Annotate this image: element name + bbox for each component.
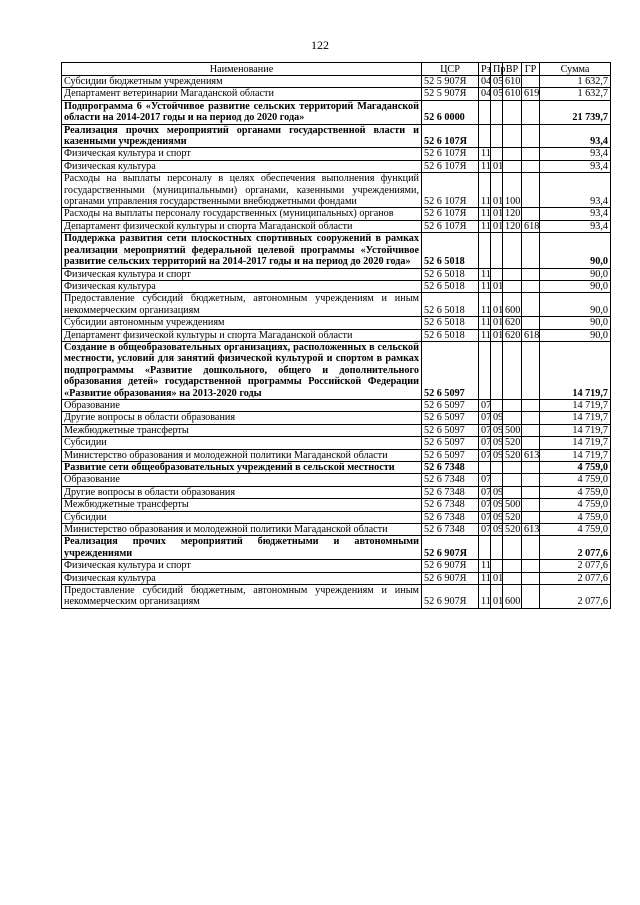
cell-name: Субсидии автономным учреждениям	[62, 317, 422, 329]
cell-name: Поддержка развития сети плоскостных спортивных сооружений в рамках реализации мероприятий федеральной целевой программы «Устойчивое развитие сельских территорий на 2014-2017 годы и на период до 2020 года»	[62, 233, 422, 268]
cell-rz	[479, 462, 491, 474]
cell-pr	[491, 341, 503, 399]
table-row	[62, 220, 611, 232]
cell-csr: 52 6 5018	[422, 280, 479, 292]
header-sum: Сумма	[540, 63, 611, 76]
cell-csr: 52 6 5097	[422, 424, 479, 436]
cell-vr: 600	[503, 293, 522, 317]
cell-vr	[503, 268, 522, 280]
cell-vr: 520	[503, 437, 522, 449]
cell-sum: 93,4	[540, 173, 611, 208]
cell-csr: 52 6 107Я	[422, 208, 479, 220]
cell-rz: 11	[479, 293, 491, 317]
cell-sum: 90,0	[540, 293, 611, 317]
cell-name: Подпрограмма 6 «Устойчивое развитие сельских территорий Магаданской области на 2014-2017 годы и на период до 2020 года»	[62, 100, 422, 124]
table-row	[62, 124, 611, 148]
cell-rz	[479, 124, 491, 148]
cell-vr	[503, 399, 522, 411]
cell-gr: 618	[522, 329, 540, 341]
cell-vr	[503, 486, 522, 498]
cell-pr: 05	[491, 76, 503, 88]
cell-csr: 52 6 7348	[422, 462, 479, 474]
cell-gr: 613	[522, 524, 540, 536]
cell-rz: 11	[479, 280, 491, 292]
cell-rz: 07	[479, 474, 491, 486]
table-row	[62, 524, 611, 536]
cell-vr: 120	[503, 208, 522, 220]
table-row	[62, 160, 611, 172]
header-gr: ГР	[522, 63, 540, 76]
cell-pr: 09	[491, 424, 503, 436]
cell-pr: 01	[491, 572, 503, 584]
cell-name: Межбюджетные трансферты	[62, 499, 422, 511]
cell-name: Реализация прочих мероприятий бюджетными и автономными учреждениями	[62, 536, 422, 560]
cell-pr: 09	[491, 524, 503, 536]
cell-name: Департамент физической культуры и спорта Магаданской области	[62, 220, 422, 232]
cell-sum: 4 759,0	[540, 511, 611, 523]
cell-gr	[522, 160, 540, 172]
cell-rz: 11	[479, 572, 491, 584]
cell-sum: 14 719,7	[540, 424, 611, 436]
cell-pr	[491, 268, 503, 280]
cell-pr: 09	[491, 511, 503, 523]
cell-vr: 100	[503, 173, 522, 208]
cell-gr: 613	[522, 449, 540, 461]
cell-pr	[491, 536, 503, 560]
cell-sum: 21 739,7	[540, 100, 611, 124]
cell-rz	[479, 100, 491, 124]
cell-gr	[522, 233, 540, 268]
cell-sum: 93,4	[540, 160, 611, 172]
cell-vr: 610	[503, 76, 522, 88]
cell-pr: 09	[491, 486, 503, 498]
table-row	[62, 148, 611, 160]
cell-sum: 14 719,7	[540, 341, 611, 399]
cell-pr: 01	[491, 160, 503, 172]
cell-pr: 01	[491, 220, 503, 232]
cell-vr	[503, 560, 522, 572]
cell-rz: 07	[479, 486, 491, 498]
cell-sum: 14 719,7	[540, 399, 611, 411]
table-row	[62, 280, 611, 292]
cell-rz: 07	[479, 499, 491, 511]
cell-sum: 90,0	[540, 233, 611, 268]
cell-csr: 52 6 5097	[422, 437, 479, 449]
cell-gr	[522, 341, 540, 399]
cell-name: Реализация прочих мероприятий органами государственной власти и казенными учреждениями	[62, 124, 422, 148]
cell-pr: 01	[491, 317, 503, 329]
cell-vr	[503, 233, 522, 268]
cell-rz: 11	[479, 220, 491, 232]
cell-csr: 52 6 5097	[422, 412, 479, 424]
cell-sum: 1 632,7	[540, 76, 611, 88]
cell-vr: 120	[503, 220, 522, 232]
table-row	[62, 474, 611, 486]
cell-vr	[503, 412, 522, 424]
cell-pr: 05	[491, 88, 503, 100]
cell-pr: 01	[491, 280, 503, 292]
cell-sum: 93,4	[540, 148, 611, 160]
cell-gr	[522, 560, 540, 572]
cell-vr: 520	[503, 511, 522, 523]
cell-sum: 90,0	[540, 268, 611, 280]
cell-gr	[522, 511, 540, 523]
cell-gr: 619	[522, 88, 540, 100]
cell-csr: 52 5 907Я	[422, 88, 479, 100]
cell-csr: 52 6 0000	[422, 100, 479, 124]
cell-sum: 14 719,7	[540, 449, 611, 461]
cell-csr: 52 6 5018	[422, 293, 479, 317]
budget-table	[61, 62, 611, 609]
cell-csr: 52 6 7348	[422, 511, 479, 523]
cell-csr: 52 6 5018	[422, 317, 479, 329]
cell-gr	[522, 148, 540, 160]
page-number: 122	[311, 38, 329, 52]
cell-sum: 2 077,6	[540, 585, 611, 609]
table-row	[62, 437, 611, 449]
table-row	[62, 449, 611, 461]
cell-vr: 520	[503, 524, 522, 536]
cell-pr	[491, 560, 503, 572]
table-row	[62, 173, 611, 208]
cell-name: Департамент ветеринарии Магаданской области	[62, 88, 422, 100]
cell-csr: 52 6 907Я	[422, 572, 479, 584]
cell-pr	[491, 399, 503, 411]
cell-pr: 01	[491, 293, 503, 317]
cell-vr	[503, 280, 522, 292]
cell-sum: 4 759,0	[540, 462, 611, 474]
cell-vr: 500	[503, 499, 522, 511]
cell-csr: 52 6 7348	[422, 499, 479, 511]
cell-pr	[491, 148, 503, 160]
cell-rz: 11	[479, 585, 491, 609]
cell-gr	[522, 486, 540, 498]
cell-rz: 11	[479, 560, 491, 572]
cell-name: Физическая культура и спорт	[62, 268, 422, 280]
cell-csr: 52 6 5097	[422, 341, 479, 399]
cell-pr	[491, 100, 503, 124]
cell-pr	[491, 124, 503, 148]
table-row	[62, 560, 611, 572]
cell-vr: 620	[503, 329, 522, 341]
table-row	[62, 536, 611, 560]
cell-gr	[522, 268, 540, 280]
table-row	[62, 499, 611, 511]
cell-vr	[503, 572, 522, 584]
cell-gr	[522, 474, 540, 486]
cell-pr: 09	[491, 449, 503, 461]
cell-name: Образование	[62, 474, 422, 486]
cell-rz	[479, 233, 491, 268]
cell-sum: 93,4	[540, 124, 611, 148]
cell-csr: 52 6 5097	[422, 399, 479, 411]
cell-csr: 52 6 5018	[422, 329, 479, 341]
cell-rz: 11	[479, 329, 491, 341]
cell-name: Министерство образования и молодежной политики Магаданской области	[62, 524, 422, 536]
table-row	[62, 268, 611, 280]
cell-csr: 52 6 5018	[422, 268, 479, 280]
cell-vr: 610	[503, 88, 522, 100]
cell-rz: 07	[479, 412, 491, 424]
cell-pr: 01	[491, 208, 503, 220]
cell-vr	[503, 100, 522, 124]
cell-sum: 1 632,7	[540, 88, 611, 100]
cell-rz: 11	[479, 160, 491, 172]
cell-gr	[522, 437, 540, 449]
cell-csr: 52 6 7348	[422, 524, 479, 536]
cell-name: Предоставление субсидий бюджетным, автономным учреждениям и иным некоммерческим организациям	[62, 585, 422, 609]
cell-csr: 52 5 907Я	[422, 76, 479, 88]
cell-csr: 52 6 107Я	[422, 124, 479, 148]
cell-gr	[522, 317, 540, 329]
cell-name: Субсидии	[62, 437, 422, 449]
cell-name: Министерство образования и молодежной политики Магаданской области	[62, 449, 422, 461]
cell-csr: 52 6 107Я	[422, 148, 479, 160]
table-row	[62, 100, 611, 124]
cell-gr	[522, 424, 540, 436]
cell-name: Расходы на выплаты персоналу в целях обеспечения выполнения функций государственными (муниципальными) органами, казенными учреждениями, органами управления государственными внебюджетными фондами	[62, 173, 422, 208]
cell-pr: 01	[491, 329, 503, 341]
cell-rz: 07	[479, 399, 491, 411]
cell-vr: 520	[503, 449, 522, 461]
cell-rz: 11	[479, 208, 491, 220]
table-row	[62, 585, 611, 609]
cell-csr: 52 6 107Я	[422, 160, 479, 172]
cell-gr	[522, 585, 540, 609]
cell-sum: 93,4	[540, 208, 611, 220]
cell-gr	[522, 412, 540, 424]
cell-pr: 09	[491, 499, 503, 511]
cell-vr: 500	[503, 424, 522, 436]
cell-vr	[503, 341, 522, 399]
cell-vr: 600	[503, 585, 522, 609]
cell-rz: 07	[479, 437, 491, 449]
header-vr: ВР	[503, 63, 522, 76]
table-header-row	[62, 63, 611, 76]
cell-gr	[522, 124, 540, 148]
cell-name: Департамент физической культуры и спорта Магаданской области	[62, 329, 422, 341]
cell-name: Субсидии	[62, 511, 422, 523]
table-row	[62, 341, 611, 399]
cell-rz	[479, 341, 491, 399]
cell-rz: 07	[479, 511, 491, 523]
cell-name: Предоставление субсидий бюджетным, автономным учреждениям и иным некоммерческим организациям	[62, 293, 422, 317]
table-body	[62, 76, 611, 609]
cell-rz	[479, 536, 491, 560]
cell-csr: 52 6 107Я	[422, 173, 479, 208]
cell-name: Другие вопросы в области образования	[62, 412, 422, 424]
cell-gr	[522, 280, 540, 292]
cell-name: Развитие сети общеобразовательных учреждений в сельской местности	[62, 462, 422, 474]
cell-sum: 90,0	[540, 329, 611, 341]
cell-gr	[522, 572, 540, 584]
header-name: Наименование	[62, 63, 422, 76]
cell-csr: 52 6 907Я	[422, 560, 479, 572]
cell-csr: 52 6 107Я	[422, 220, 479, 232]
header-pr: Пр	[491, 63, 503, 76]
cell-sum: 93,4	[540, 220, 611, 232]
cell-csr: 52 6 5018	[422, 233, 479, 268]
cell-name: Создание в общеобразовательных организациях, расположенных в сельской местности, условий для занятий физической культурой и спортом в рамках подпрограммы «Развитие дошкольного, общего и дополнительного образования детей» государственной программы Российской Федерации «Развитие образования» на 2013-2020 годы	[62, 341, 422, 399]
cell-sum: 4 759,0	[540, 499, 611, 511]
cell-name: Субсидии бюджетным учреждениям	[62, 76, 422, 88]
cell-name: Физическая культура	[62, 572, 422, 584]
cell-sum: 4 759,0	[540, 474, 611, 486]
cell-csr: 52 6 7348	[422, 486, 479, 498]
table-row	[62, 317, 611, 329]
cell-csr: 52 6 5097	[422, 449, 479, 461]
cell-gr	[522, 536, 540, 560]
cell-sum: 90,0	[540, 280, 611, 292]
table-row	[62, 76, 611, 88]
cell-vr	[503, 124, 522, 148]
cell-vr	[503, 148, 522, 160]
cell-pr	[491, 462, 503, 474]
cell-vr: 620	[503, 317, 522, 329]
header-rz: Рз	[479, 63, 491, 76]
cell-rz: 04	[479, 76, 491, 88]
cell-sum: 14 719,7	[540, 437, 611, 449]
table-row	[62, 412, 611, 424]
cell-pr	[491, 474, 503, 486]
cell-rz: 07	[479, 449, 491, 461]
cell-gr	[522, 100, 540, 124]
cell-gr	[522, 399, 540, 411]
cell-sum: 2 077,6	[540, 572, 611, 584]
table-row	[62, 462, 611, 474]
cell-rz: 11	[479, 317, 491, 329]
cell-name: Образование	[62, 399, 422, 411]
cell-sum: 4 759,0	[540, 486, 611, 498]
cell-vr	[503, 474, 522, 486]
cell-gr	[522, 173, 540, 208]
cell-pr: 09	[491, 437, 503, 449]
cell-rz: 11	[479, 173, 491, 208]
cell-rz: 11	[479, 148, 491, 160]
table-row	[62, 293, 611, 317]
table-row	[62, 233, 611, 268]
cell-name: Физическая культура и спорт	[62, 148, 422, 160]
cell-name: Физическая культура	[62, 280, 422, 292]
cell-name: Физическая культура	[62, 160, 422, 172]
cell-rz: 11	[479, 268, 491, 280]
table-row	[62, 88, 611, 100]
cell-vr	[503, 536, 522, 560]
table-row	[62, 208, 611, 220]
cell-csr: 52 6 7348	[422, 474, 479, 486]
cell-gr	[522, 462, 540, 474]
cell-name: Межбюджетные трансферты	[62, 424, 422, 436]
table-row	[62, 486, 611, 498]
cell-sum: 14 719,7	[540, 412, 611, 424]
cell-vr	[503, 160, 522, 172]
cell-name: Другие вопросы в области образования	[62, 486, 422, 498]
cell-sum: 4 759,0	[540, 524, 611, 536]
cell-csr: 52 6 907Я	[422, 585, 479, 609]
table-row	[62, 511, 611, 523]
cell-rz: 04	[479, 88, 491, 100]
cell-name: Физическая культура и спорт	[62, 560, 422, 572]
cell-gr	[522, 499, 540, 511]
cell-sum: 2 077,6	[540, 560, 611, 572]
cell-rz: 07	[479, 524, 491, 536]
cell-gr	[522, 76, 540, 88]
cell-gr	[522, 293, 540, 317]
cell-rz: 07	[479, 424, 491, 436]
cell-csr: 52 6 907Я	[422, 536, 479, 560]
table-row	[62, 399, 611, 411]
cell-sum: 2 077,6	[540, 536, 611, 560]
cell-pr: 01	[491, 173, 503, 208]
table-row	[62, 329, 611, 341]
table-row	[62, 424, 611, 436]
cell-gr: 618	[522, 220, 540, 232]
cell-name: Расходы на выплаты персоналу государственных (муниципальных) органов	[62, 208, 422, 220]
cell-vr	[503, 462, 522, 474]
cell-pr: 09	[491, 412, 503, 424]
cell-pr: 01	[491, 585, 503, 609]
cell-sum: 90,0	[540, 317, 611, 329]
cell-pr	[491, 233, 503, 268]
header-csr: ЦСР	[422, 63, 479, 76]
table-row	[62, 572, 611, 584]
cell-gr	[522, 208, 540, 220]
